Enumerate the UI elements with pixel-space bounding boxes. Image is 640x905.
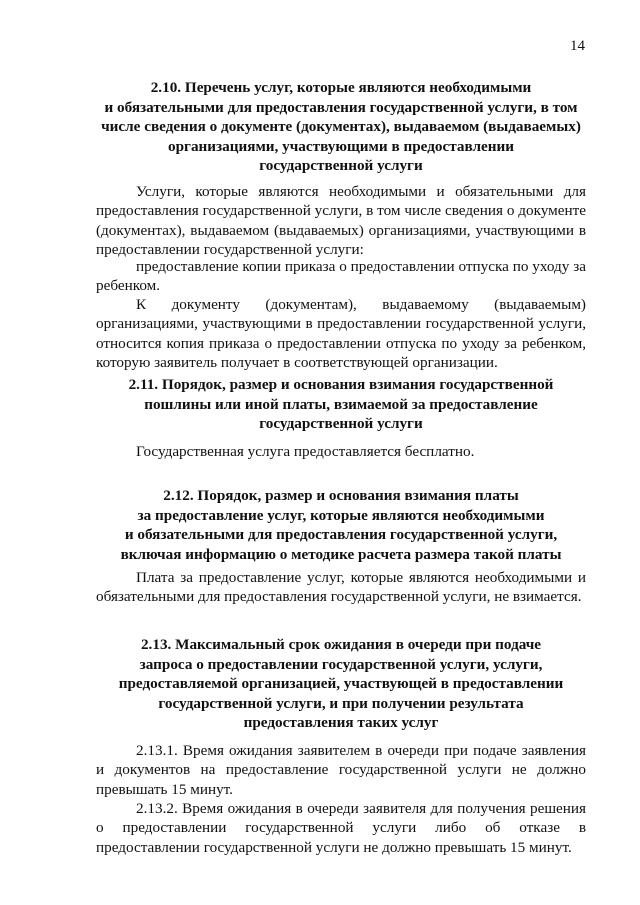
- heading-line: государственной услуги: [259, 415, 423, 433]
- heading-line: 2.11. Порядок, размер и основания взимания государственной: [128, 376, 554, 393]
- section-2-11-heading: [96, 375, 586, 434]
- heading-line: за предоставление услуг, которые являются необходимыми: [137, 506, 545, 524]
- section-2-10-paragraph-2: предоставление копии приказа о предоставлении отпуска по уходу за ребенком.: [96, 258, 586, 295]
- section-2-10-heading: [96, 78, 586, 176]
- section-2-10-paragraph-3: К документу (документам), выдаваемому (выдаваемым) организациями, участвующими в предоставлении государственной услуги, относится копия приказа о предоставлении отпуска по уходу за ребенком, которую заявитель получает в соответствующей организации.: [96, 296, 586, 372]
- heading-line: запроса о предоставлении государственной услуги, услуги,: [139, 655, 543, 673]
- heading-line: государственной услуги: [259, 157, 423, 175]
- heading-line: 2.10. Перечень услуг, которые являются необходимыми: [150, 79, 532, 96]
- section-2-11-paragraph-1: Государственная услуга предоставляется бесплатно.: [136, 443, 475, 460]
- section-2-12-heading: [96, 486, 586, 564]
- heading-line: числе сведения о документе (документах), выдаваемом (выдаваемых): [101, 118, 581, 136]
- heading-line: 2.12. Порядок, размер и основания взимания платы: [163, 487, 519, 504]
- section-2-12-paragraph-1: Плата за предоставление услуг, которые являются необходимыми и обязательными для предоставления государственной услуги, не взимается.: [96, 569, 586, 606]
- section-2-10-paragraph-1: Услуги, которые являются необходимыми и обязательными для предоставления государственной услуги, в том числе сведения о документе (документах), выдаваемом (выдаваемых) организациями, участвующими в предоставлении государственной услуги:: [96, 183, 586, 259]
- heading-line: и обязательными для предоставления государственной услуги, в том: [104, 98, 578, 116]
- heading-line: включая информацию о методике расчета размера такой платы: [120, 545, 562, 563]
- heading-line: предоставляемой организацией, участвующей в предоставлении: [118, 675, 564, 693]
- section-2-13-paragraph-2: 2.13.2. Время ожидания в очереди заявителя для получения решения о предоставлении государственной услуги либо об отказе в предоставлении государственной услуги не должно превышать 15 минут.: [96, 800, 586, 856]
- heading-line: пошлины или иной платы, взимаемой за предоставление: [144, 395, 538, 413]
- page-number: 14: [570, 38, 585, 54]
- heading-line: организациями, участвующими в предоставлении: [168, 137, 514, 155]
- heading-line: государственной услуги, и при получении результата: [158, 694, 524, 712]
- heading-line: и обязательными для предоставления государственной услуги,: [124, 526, 558, 544]
- heading-line: 2.13. Максимальный срок ожидания в очереди при подаче: [140, 636, 542, 653]
- section-2-13-paragraph-1: 2.13.1. Время ожидания заявителем в очереди при подаче заявления и документов на предоставление государственной услуги не должно превышать 15 минут.: [96, 742, 586, 798]
- heading-line: предоставления таких услуг: [243, 714, 439, 732]
- section-2-13-heading: [96, 635, 586, 733]
